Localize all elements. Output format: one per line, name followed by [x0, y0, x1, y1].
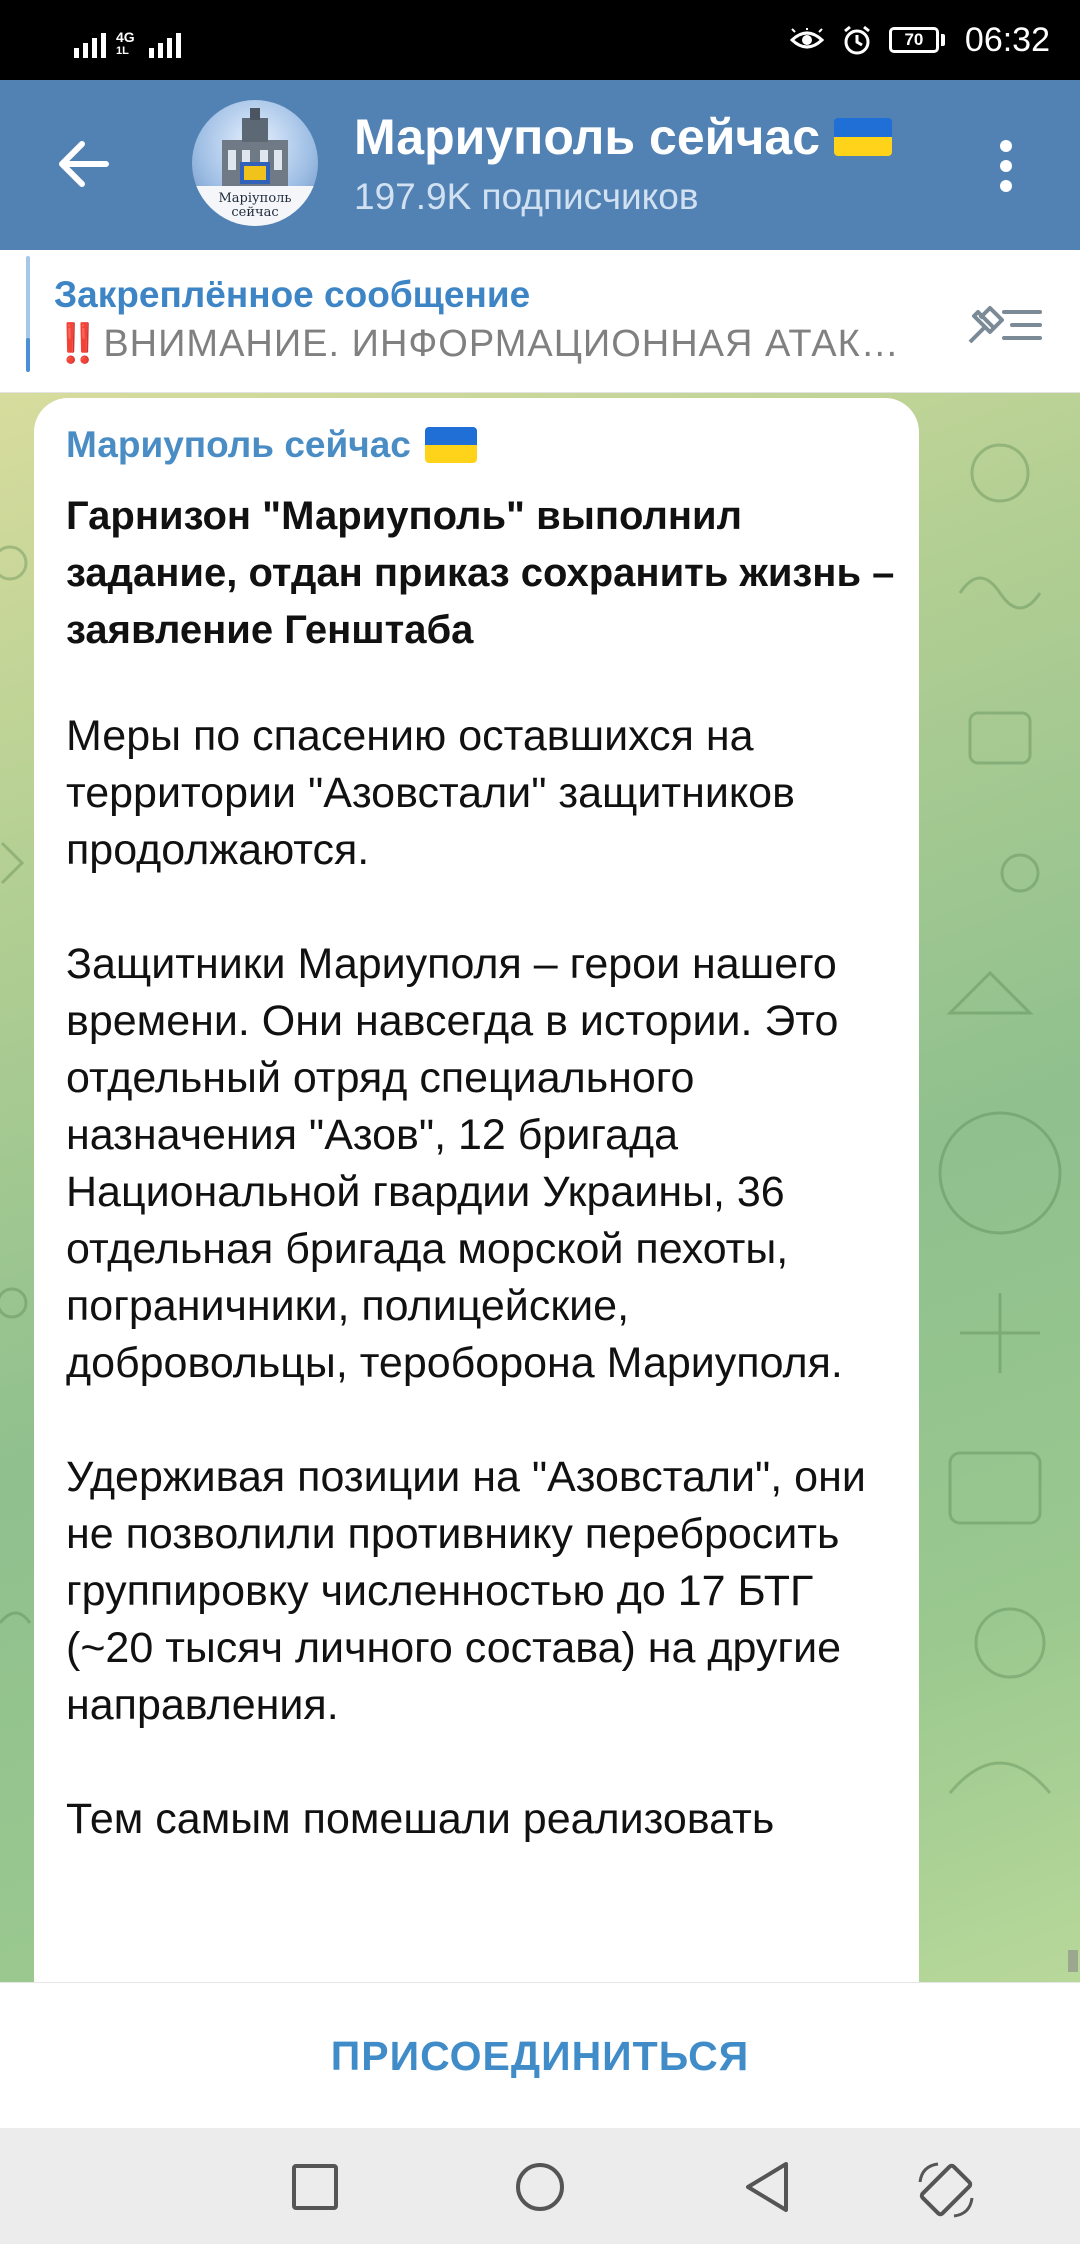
join-button[interactable]: ПРИСОЕДИНИТЬСЯ — [330, 2032, 750, 2079]
pinned-text: ‼️ ВНИМАНИЕ. ИНФОРМАЦИОННАЯ АТАК… — [54, 323, 900, 365]
double-exclamation-icon: ‼️ — [54, 323, 98, 365]
subscriber-count: 197.9K подписчиков — [354, 176, 699, 217]
home-icon[interactable] — [511, 2158, 569, 2216]
chat-area[interactable] — [0, 393, 1080, 1982]
message-paragraph: Защитники Мариуполя – герои нашего времени. Они навсегда в истории. Это отдельный отряд специального назначения "Азов", 12 бригада Национальной гвардии Украины, 36 отдельная бригада морской пехоты, пограничники, полицейские, добровольцы, тероборона Мариуполя. — [66, 940, 843, 1387]
ukraine-flag-icon — [425, 427, 477, 463]
channel-header — [0, 80, 1080, 250]
pinned-indicator-active — [26, 338, 30, 372]
channel-avatar[interactable] — [192, 100, 318, 226]
signal-icon — [74, 33, 106, 58]
message-body — [66, 708, 906, 1905]
signal-4g-icon — [149, 33, 181, 58]
network-indicators — [74, 22, 181, 58]
scrollbar-thumb[interactable] — [1068, 1950, 1078, 1972]
battery-icon — [889, 27, 945, 53]
rotate-screen-icon[interactable] — [914, 2158, 972, 2216]
ukraine-flag-icon — [834, 118, 892, 156]
pinned-message-bar[interactable] — [0, 250, 1080, 393]
message-author[interactable]: Мариуполь сейчас — [66, 424, 477, 466]
more-options-icon[interactable] — [996, 136, 1016, 196]
recent-apps-icon[interactable] — [286, 2158, 344, 2216]
system-navigation-bar — [0, 2128, 1080, 2244]
status-bar — [0, 0, 1080, 80]
back-arrow-icon[interactable] — [54, 134, 114, 194]
back-triangle-icon[interactable] — [738, 2158, 796, 2216]
network-type-label: 4G 1L — [116, 29, 135, 57]
message-bubble[interactable] — [34, 398, 919, 1982]
pin-list-icon[interactable] — [960, 298, 1044, 352]
eye-icon — [789, 22, 825, 58]
channel-title[interactable]: Мариуполь сейчас — [354, 108, 892, 166]
battery-level: 70 — [889, 27, 939, 53]
message-paragraph: Тем самым помешали реализовать — [66, 1795, 775, 1843]
avatar-caption: Маріуполь сейчас — [218, 191, 292, 220]
chat-background-pattern-left — [0, 423, 34, 1973]
alarm-icon — [839, 22, 875, 58]
message-paragraph: Удерживая позиции на "Азовстали", они не позволили противнику перебросить группировку численностью до 17 БТГ (~20 тысяч личного состава) на другие направления. — [66, 1453, 866, 1729]
pinned-label: Закреплённое сообщение — [54, 274, 531, 315]
chat-background-pattern — [930, 413, 1070, 1963]
join-bar — [0, 1982, 1080, 2129]
clock: 06:32 — [964, 20, 1050, 59]
message-paragraph: Меры по спасению оставшихся на территории "Азовстали" защитников продолжаются. — [66, 712, 795, 874]
message-heading: Гарнизон "Мариуполь" выполнил задание, отдан приказ сохранить жизнь – заявление Генштаба — [66, 494, 895, 652]
